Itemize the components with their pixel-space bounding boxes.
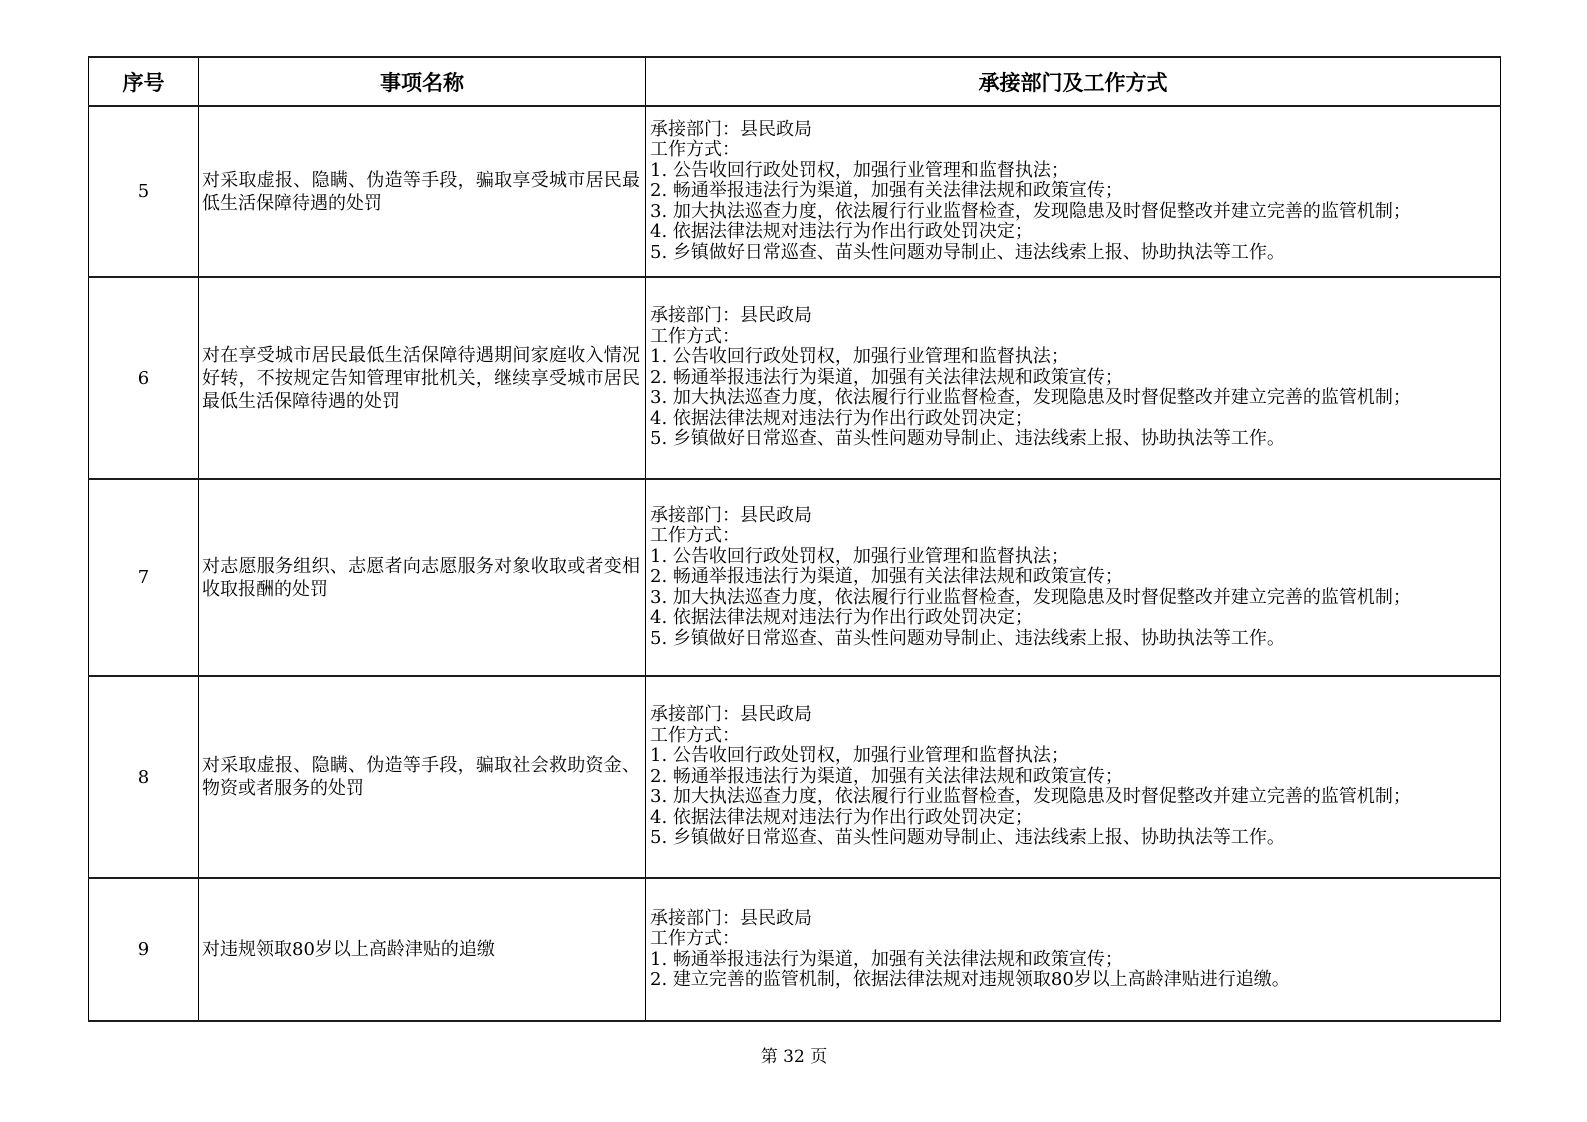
table-row — [89, 676, 1501, 878]
work-method-item: 2. 建立完善的监管机制，依据法律法规对违规领取80岁以上高龄津贴进行追缴。 — [650, 969, 1290, 990]
work-method-label: 工作方式： — [650, 525, 740, 547]
table-row — [89, 878, 1501, 1021]
work-method-label: 工作方式： — [650, 139, 740, 161]
work-method-item: 2. 畅通举报违法行为渠道，加强有关法律法规和政策宣传； — [650, 566, 1123, 588]
serial-number-cell: 9 — [89, 878, 199, 1021]
dept-method-cell — [646, 676, 1501, 878]
table-header-row — [89, 57, 1501, 106]
dept-line: 承接部门：县民政局 — [650, 907, 812, 929]
page-number: 第 32 页 — [760, 1047, 828, 1067]
work-method-item: 2. 畅通举报违法行为渠道，加强有关法律法规和政策宣传； — [650, 765, 1123, 787]
work-method-item: 4. 依据法律法规对违法行为作出行政处罚决定； — [650, 221, 1033, 243]
table-row — [89, 277, 1501, 479]
work-method-item: 3. 加大执法巡查力度，依法履行行业监督检查，发现隐患及时督促整改并建立完善的监管机制； — [650, 200, 1411, 222]
item-name-cell: 对采取虚报、隐瞒、伪造等手段，骗取享受城市居民最低生活保障待遇的处罚 — [199, 106, 646, 277]
table-row — [89, 106, 1501, 277]
dept-line: 承接部门：县民政局 — [650, 118, 812, 140]
work-method-item: 5. 乡镇做好日常巡查、苗头性问题劝导制止、违法线索上报、协助执法等工作。 — [650, 627, 1285, 649]
item-name-cell: 对违规领取80岁以上高龄津贴的追缴 — [199, 878, 646, 1021]
work-method-item: 1. 公告收回行政处罚权，加强行业管理和监督执法； — [650, 745, 1069, 767]
dept-method-cell — [646, 106, 1501, 277]
dept-line: 承接部门：县民政局 — [650, 305, 812, 327]
work-method-item: 1. 畅通举报违法行为渠道，加强有关法律法规和政策宣传； — [650, 948, 1123, 970]
serial-number-cell: 5 — [89, 106, 199, 277]
dept-line: 承接部门：县民政局 — [650, 704, 812, 726]
work-method-item: 3. 加大执法巡查力度，依法履行行业监督检查，发现隐患及时督促整改并建立完善的监管机制； — [650, 387, 1411, 409]
work-method-item: 5. 乡镇做好日常巡查、苗头性问题劝导制止、违法线索上报、协助执法等工作。 — [650, 428, 1285, 450]
dept-method-cell — [646, 479, 1501, 676]
dept-method-cell — [646, 878, 1501, 1021]
work-method-item: 3. 加大执法巡查力度，依法履行行业监督检查，发现隐患及时督促整改并建立完善的监管机制； — [650, 586, 1411, 608]
serial-number-cell: 8 — [89, 676, 199, 878]
items-table — [88, 56, 1501, 1022]
work-method-item: 3. 加大执法巡查力度，依法履行行业监督检查，发现隐患及时督促整改并建立完善的监管机制； — [650, 786, 1411, 808]
work-method-item: 4. 依据法律法规对违法行为作出行政处罚决定； — [650, 806, 1033, 828]
header-serial-number: 序号 — [89, 57, 199, 106]
dept-method-cell — [646, 277, 1501, 479]
serial-number-cell: 6 — [89, 277, 199, 479]
item-name-cell: 对在享受城市居民最低生活保障待遇期间家庭收入情况好转，不按规定告知管理审批机关，继续享受城市居民最低生活保障待遇的处罚 — [199, 277, 646, 479]
work-method-item: 5. 乡镇做好日常巡查、苗头性问题劝导制止、违法线索上报、协助执法等工作。 — [650, 241, 1285, 263]
header-item-name: 事项名称 — [199, 57, 646, 106]
work-method-label: 工作方式： — [650, 928, 740, 949]
work-method-item: 1. 公告收回行政处罚权，加强行业管理和监督执法； — [650, 545, 1069, 567]
work-method-item: 2. 畅通举报违法行为渠道，加强有关法律法规和政策宣传； — [650, 180, 1123, 202]
work-method-item: 1. 公告收回行政处罚权，加强行业管理和监督执法； — [650, 159, 1069, 181]
item-name-cell: 对采取虚报、隐瞒、伪造等手段，骗取社会救助资金、物资或者服务的处罚 — [199, 676, 646, 878]
work-method-item: 2. 畅通举报违法行为渠道，加强有关法律法规和政策宣传； — [650, 366, 1123, 388]
work-method-item: 4. 依据法律法规对违法行为作出行政处罚决定； — [650, 407, 1033, 429]
item-name-cell: 对志愿服务组织、志愿者向志愿服务对象收取或者变相收取报酬的处罚 — [199, 479, 646, 676]
work-method-label: 工作方式： — [650, 325, 740, 347]
header-dept-method: 承接部门及工作方式 — [646, 57, 1501, 106]
table-row — [89, 479, 1501, 676]
work-method-item: 1. 公告收回行政处罚权，加强行业管理和监督执法； — [650, 346, 1069, 368]
work-method-label: 工作方式： — [650, 724, 740, 746]
work-method-item: 5. 乡镇做好日常巡查、苗头性问题劝导制止、违法线索上报、协助执法等工作。 — [650, 827, 1285, 849]
serial-number-cell: 7 — [89, 479, 199, 676]
dept-line: 承接部门：县民政局 — [650, 504, 812, 526]
work-method-item: 4. 依据法律法规对违法行为作出行政处罚决定； — [650, 607, 1033, 629]
